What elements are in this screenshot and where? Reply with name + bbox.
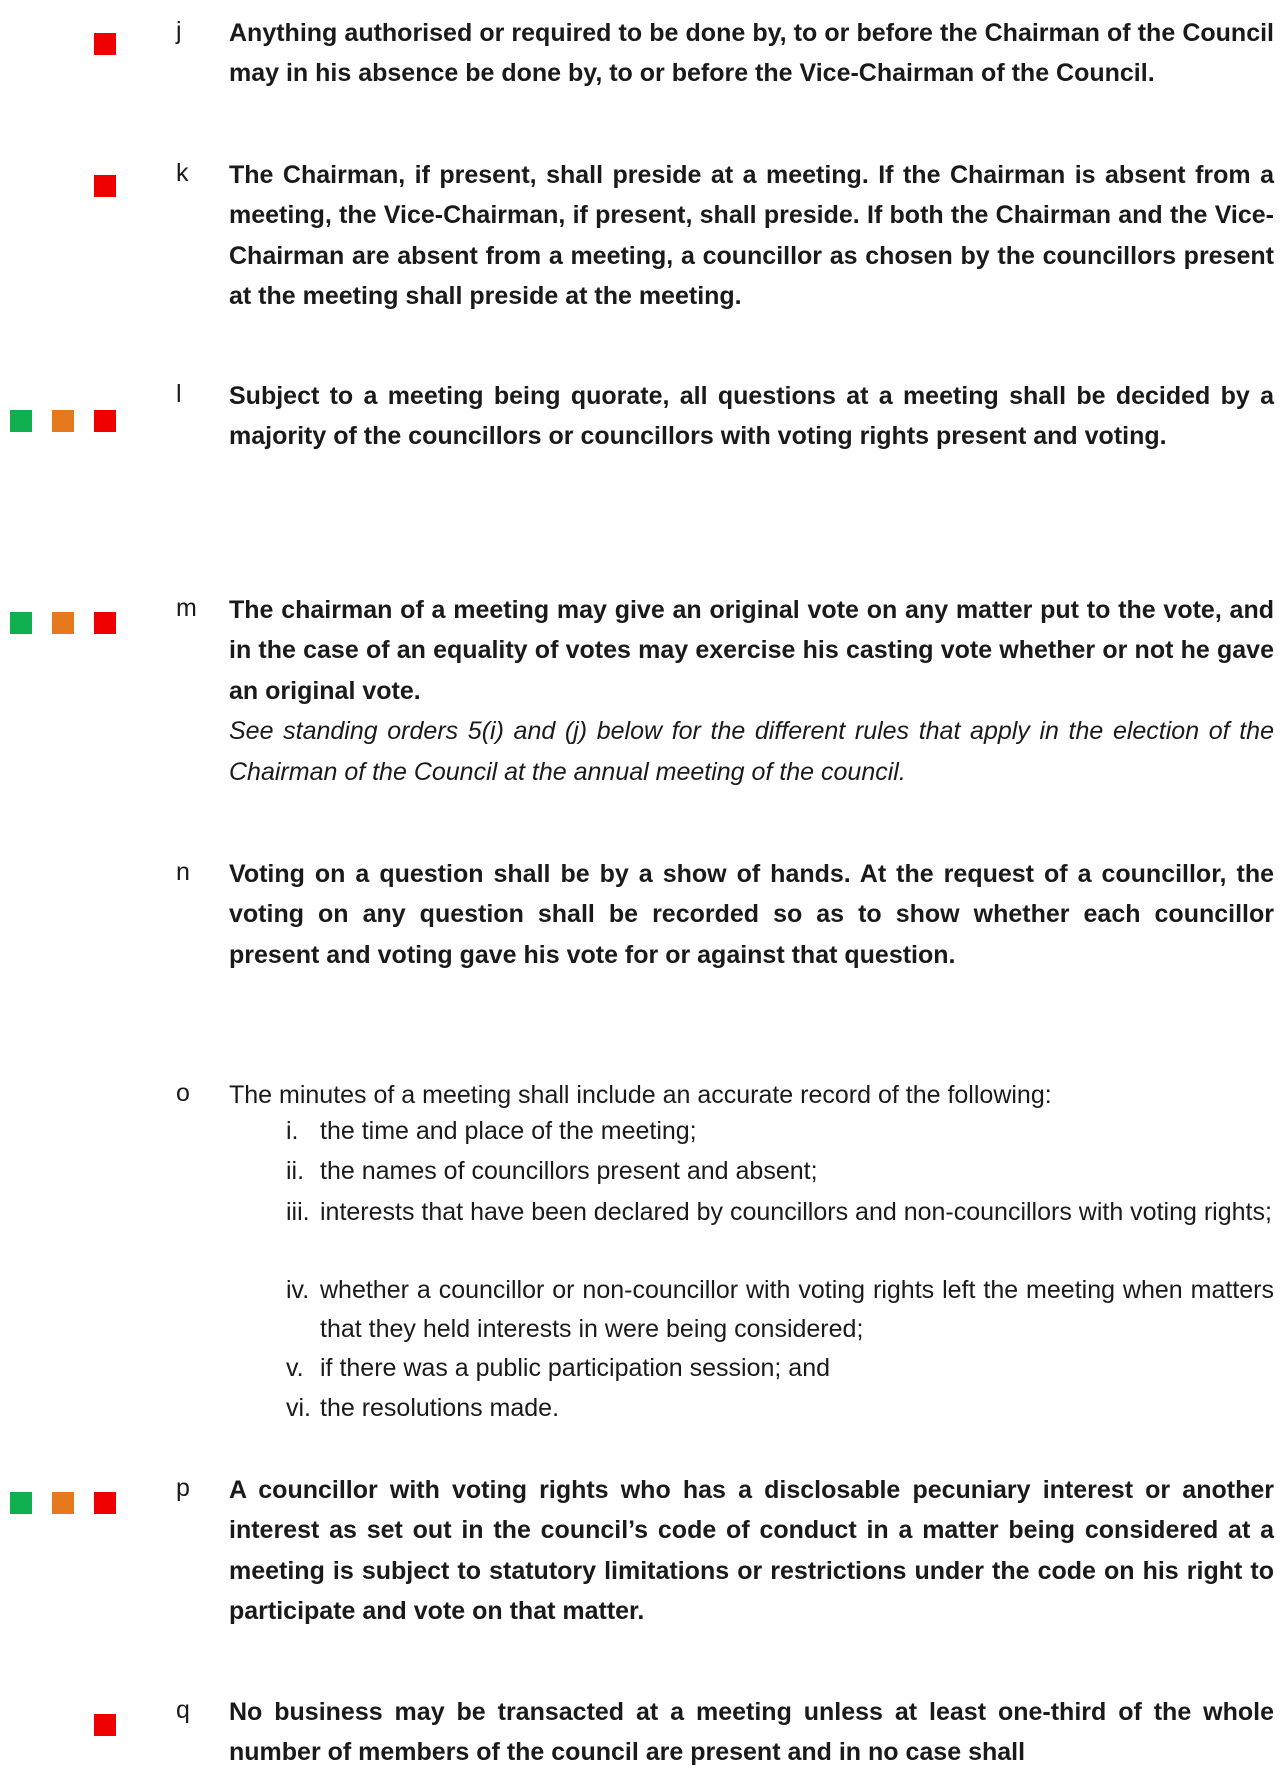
clause-text: Voting on a question shall be by a show of hands. At the request of a councillor, the voting on any question shall be recorded so as to show whether each councillor present and voting gave his vote for or against that question. — [229, 860, 1274, 969]
green-marker-icon — [10, 612, 32, 634]
clause-letter: n — [176, 858, 190, 886]
red-marker-icon — [94, 175, 116, 197]
clause-text: The minutes of a meeting shall include an accurate record of the following: — [229, 1081, 1052, 1109]
orange-marker-icon — [52, 612, 74, 634]
list-item-text: whether a councillor or non-councillor with voting rights left the meeting when matters that they held interests in were being considered; — [320, 1276, 1274, 1343]
list-item-number: vi. — [286, 1394, 311, 1422]
list-item-number: v. — [286, 1354, 304, 1382]
orange-marker-icon — [52, 410, 74, 432]
clause-text: Anything authorised or required to be done by, to or before the Chairman of the Council may in his absence be done by, to or before the Vice-Chairman of the Council. — [229, 19, 1274, 88]
list-item-number: ii. — [286, 1157, 305, 1185]
clause-letter: j — [176, 17, 182, 45]
clause-letter: l — [176, 380, 182, 408]
list-item-number: iii. — [286, 1198, 310, 1226]
clause-text: Subject to a meeting being quorate, all questions at a meeting shall be decided by a majority of the councillors or councillors with voting rights present and voting. — [229, 382, 1274, 451]
clause-body — [229, 590, 1274, 792]
clause-letter: k — [176, 159, 189, 187]
red-marker-icon — [94, 612, 116, 634]
green-marker-icon — [10, 410, 32, 432]
list-item-text: the names of councillors present and absent; — [320, 1157, 818, 1185]
list-item-text: the time and place of the meeting; — [320, 1117, 697, 1145]
clause-text: The chairman of a meeting may give an original vote on any matter put to the vote, and in the case of an equality of votes may exercise his casting vote whether or not he gave an original vote. — [229, 596, 1274, 705]
red-marker-icon — [94, 1714, 116, 1736]
red-marker-icon — [94, 33, 116, 55]
clause-note: See standing orders 5(i) and (j) below for the different rules that apply in the election of the Chairman of the Council at the annual meeting of the council. — [229, 717, 1274, 786]
clause-text: A councillor with voting rights who has a disclosable pecuniary interest or another interest as set out in the council’s code of conduct in a matter being considered at a meeting is subject to statutory limitations or restrictions under the code on his right to participate and vote on that matter. — [229, 1476, 1274, 1626]
list-item-number: iv. — [286, 1276, 310, 1304]
list-item-text: if there was a public participation session; and — [320, 1354, 831, 1382]
list-item-number: i. — [286, 1117, 299, 1145]
clause-letter: p — [176, 1474, 190, 1502]
red-marker-icon — [94, 410, 116, 432]
green-marker-icon — [10, 1492, 32, 1514]
clause-letter: o — [176, 1079, 190, 1107]
clause-text: No business may be transacted at a meeting unless at least one-third of the whole number of members of the council are present and in no case shall — [229, 1698, 1274, 1767]
red-marker-icon — [94, 1492, 116, 1514]
list-item-text: the resolutions made. — [320, 1394, 560, 1422]
clause-text: The Chairman, if present, shall preside at a meeting. If the Chairman is absent from a meeting, the Vice-Chairman, if present, shall preside. If both the Chairman and the Vice-Chairman are absent from a meeting, a councillor as chosen by the councillors present at the meeting shall preside at the meeting. — [229, 161, 1274, 311]
clause-letter: q — [176, 1696, 190, 1724]
list-item-text: interests that have been declared by councillors and non-councillors with voting rights; — [320, 1198, 1272, 1226]
clause-letter: m — [176, 594, 197, 622]
orange-marker-icon — [52, 1492, 74, 1514]
